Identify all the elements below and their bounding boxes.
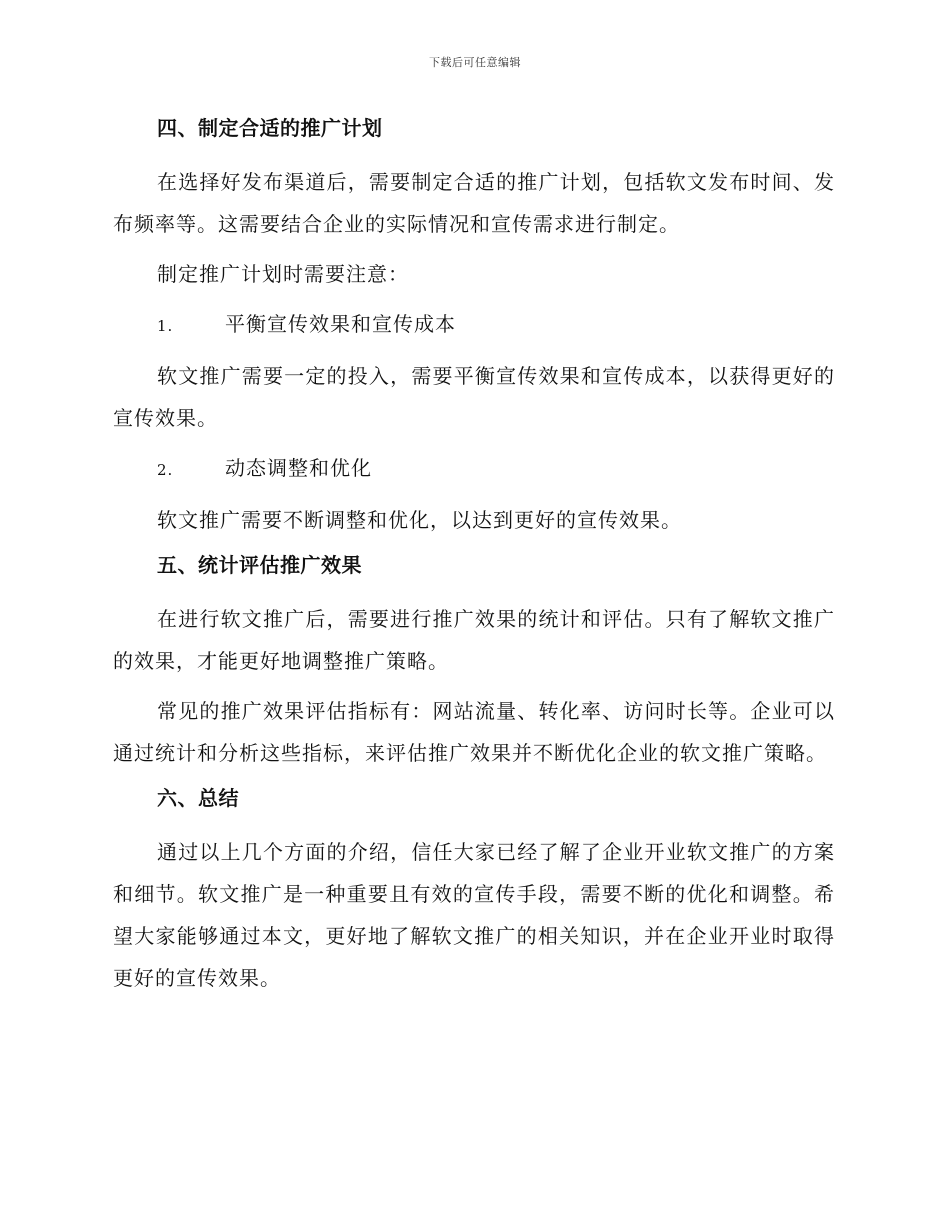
list-number: 1. <box>157 317 174 335</box>
list-number: 2. <box>157 461 174 479</box>
section-heading-5: 五、统计评估推广效果 <box>157 553 362 577</box>
paragraph: 在进行软文推广后，需要进行推广效果的统计和评估。只有了解软文推广的效果，才能更好地调整推广策略。 <box>113 607 835 673</box>
paragraph: 软文推广需要一定的投入，需要平衡宣传效果和宣传成本，以获得更好的宣传效果。 <box>113 364 835 430</box>
list-label: 平衡宣传效果和宣传成本 <box>225 312 456 336</box>
paragraph: 通过以上几个方面的介绍，信任大家已经了解了企业开业软文推广的方案和细节。软文推广是一种重要且有效的宣传手段，需要不断的优化和调整。希望大家能够通过本文，更好地了解软文推广的相关知识，并在企业开业时取得更好的宣传效果。 <box>113 840 835 990</box>
document-body <box>113 108 835 1007</box>
list-item-2 <box>113 447 835 491</box>
section-heading-4: 四、制定合适的推广计划 <box>157 116 383 140</box>
paragraph: 在选择好发布渠道后，需要制定合适的推广计划，包括软文发布时间、发布频率等。这需要结合企业的实际情况和宣传需求进行制定。 <box>113 170 835 236</box>
paragraph: 制定推广计划时需要注意： <box>157 262 409 286</box>
list-item-1 <box>113 303 835 347</box>
paragraph: 软文推广需要不断调整和优化，以达到更好的宣传效果。 <box>157 508 682 532</box>
list-label: 动态调整和优化 <box>225 456 372 480</box>
section-heading-6: 六、总结 <box>157 786 239 810</box>
page-header: 下载后可任意编辑 <box>429 56 521 69</box>
paragraph: 常见的推广效果评估指标有：网站流量、转化率、访问时长等。企业可以通过统计和分析这些指标，来评估推广效果并不断优化企业的软文推广策略。 <box>113 699 835 765</box>
